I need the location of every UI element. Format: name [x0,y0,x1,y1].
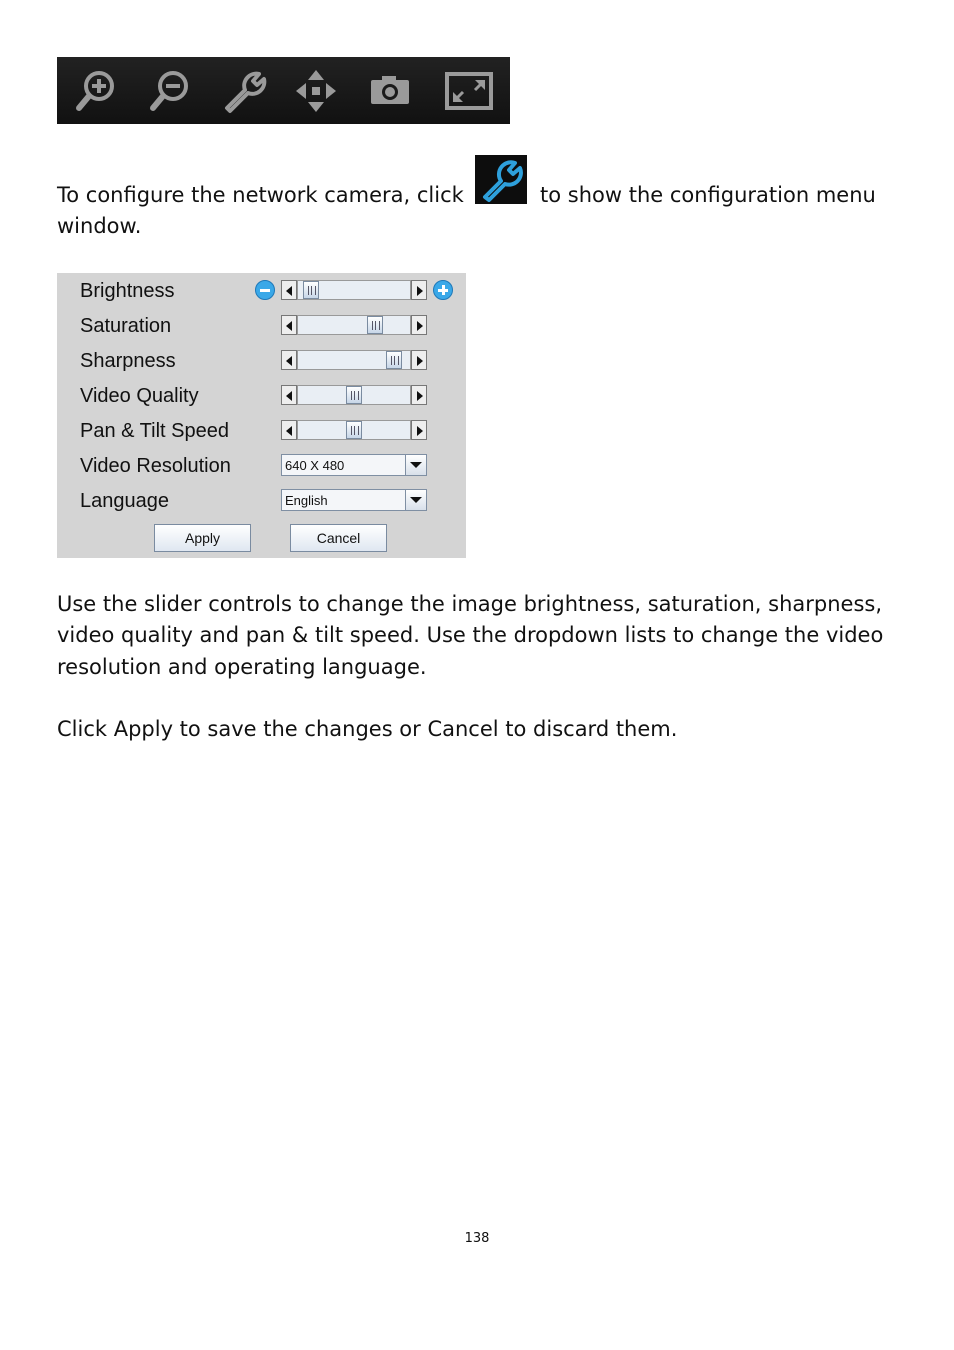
config-panel [57,273,466,558]
body-line3: resolution and operating language. [57,655,427,679]
slider-left-arrow-icon[interactable] [281,385,297,405]
video-resolution-value: 640 X 480 [285,458,345,473]
page-number: 138 [464,1231,490,1246]
camera-icon[interactable] [362,66,418,116]
slider-track[interactable] [297,315,411,335]
slider-thumb[interactable] [303,281,319,299]
video-quality-slider[interactable] [281,385,427,405]
body-paragraph-2: Click Apply to save the changes or Cancel to discard them. [57,717,678,741]
slider-right-arrow-icon[interactable] [411,280,427,300]
camera-toolbar [57,57,510,124]
wrench-icon[interactable] [215,66,271,116]
wrench-icon [475,155,527,204]
chevron-down-icon[interactable] [405,455,426,475]
brightness-slider[interactable] [281,280,427,300]
video-resolution-select[interactable] [281,454,427,476]
zoom-in-icon[interactable] [69,66,125,116]
slider-track[interactable] [297,350,411,370]
slider-thumb[interactable] [346,386,362,404]
slider-track[interactable] [297,420,411,440]
slider-left-arrow-icon[interactable] [281,280,297,300]
sharpness-slider[interactable] [281,350,427,370]
slider-track[interactable] [297,280,411,300]
language-select[interactable] [281,489,427,511]
intro-after-text: to show the configuration menu [540,183,876,207]
slider-right-arrow-icon[interactable] [411,420,427,440]
slider-right-arrow-icon[interactable] [411,385,427,405]
language-label: Language [80,490,169,512]
intro-text-line1 [57,180,464,212]
shrink-screen-icon[interactable] [441,66,497,116]
video-quality-label: Video Quality [80,385,199,407]
slider-left-arrow-icon[interactable] [281,350,297,370]
plus-icon[interactable] [433,280,453,300]
intro-before: To configure the network camera, click [57,183,464,207]
language-value: English [285,493,328,508]
intro-line2: window. [57,214,142,238]
slider-thumb[interactable] [346,421,362,439]
pan-tilt-speed-label: Pan & Tilt Speed [80,420,229,442]
slider-right-arrow-icon[interactable] [411,350,427,370]
chevron-down-icon[interactable] [405,490,426,510]
apply-button[interactable]: Apply [154,524,251,552]
slider-left-arrow-icon[interactable] [281,315,297,335]
intro-after [540,180,876,212]
slider-left-arrow-icon[interactable] [281,420,297,440]
video-resolution-label: Video Resolution [80,455,231,477]
minus-icon[interactable] [255,280,275,300]
body-line2: video quality and pan & tilt speed. Use the dropdown lists to change the video [57,623,884,647]
slider-thumb[interactable] [367,316,383,334]
zoom-out-icon[interactable] [143,66,199,116]
brightness-label: Brightness [80,280,175,302]
slider-track[interactable] [297,385,411,405]
sharpness-label: Sharpness [80,350,176,372]
body-line1: Use the slider controls to change the image brightness, saturation, sharpness, [57,592,882,616]
slider-right-arrow-icon[interactable] [411,315,427,335]
saturation-label: Saturation [80,315,172,337]
move-arrows-icon[interactable] [288,66,344,116]
saturation-slider[interactable] [281,315,427,335]
cancel-button[interactable]: Cancel [290,524,387,552]
slider-thumb[interactable] [386,351,402,369]
pan-tilt-speed-slider[interactable] [281,420,427,440]
